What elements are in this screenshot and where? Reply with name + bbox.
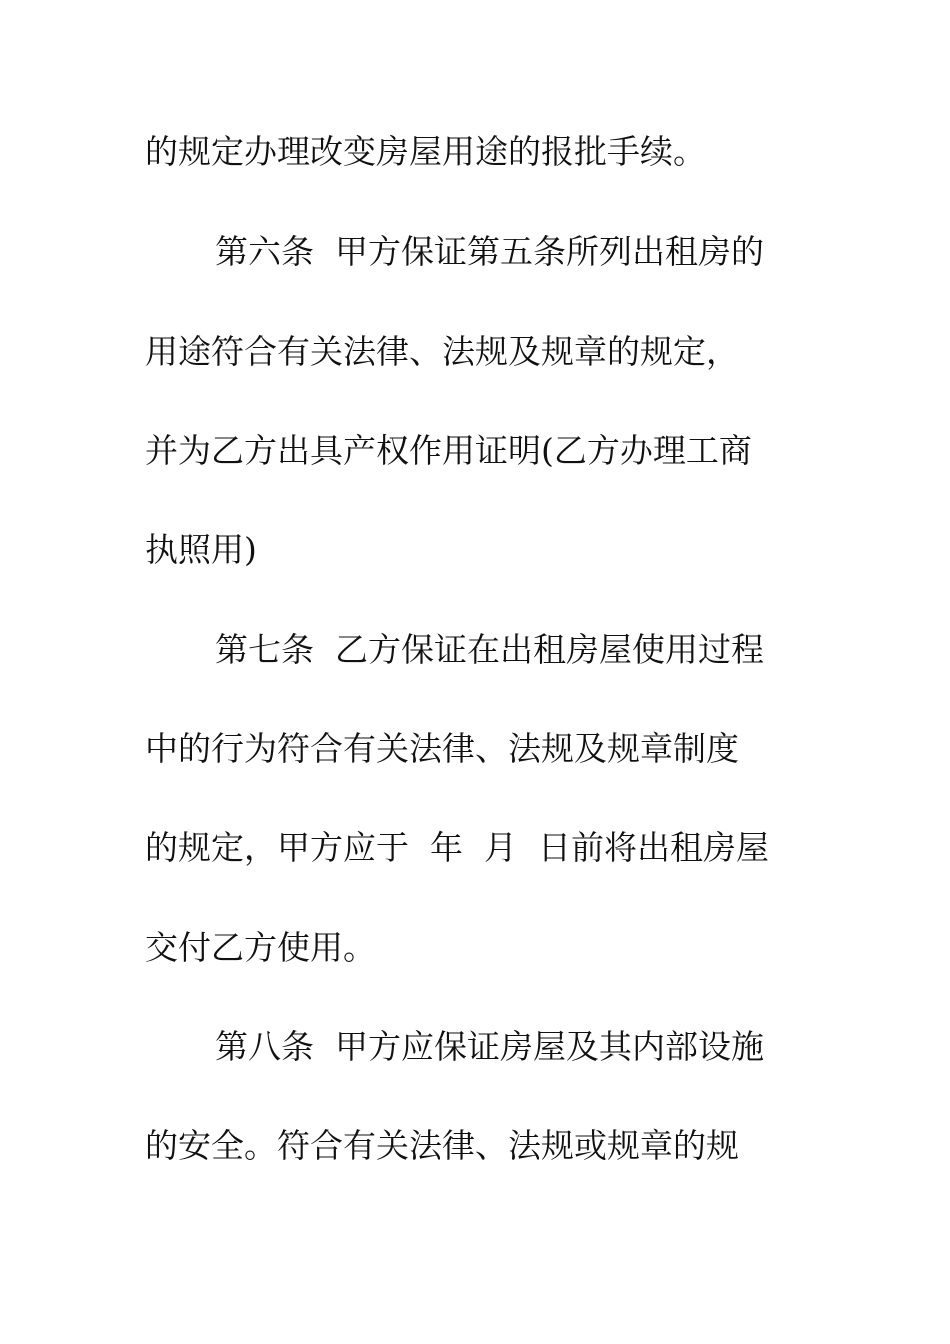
text-line: 中的行为符合有关法律、法规及规章制度 <box>145 729 739 768</box>
text-line: 的规定办理改变房屋用途的报批手续。 <box>145 132 706 171</box>
text-line: 的规定，甲方应于 年 月 日前将出租房屋 <box>145 828 769 867</box>
text-line: 交付乙方使用。 <box>145 928 376 967</box>
text-line: 并为乙方出具产权作用证明(乙方办理工商 <box>145 431 752 470</box>
text-line: 用途符合有关法律、法规及规章的规定， <box>145 332 739 371</box>
text-line: 的安全。符合有关法律、法规或规章的规 <box>145 1126 739 1165</box>
article-eight-heading-line: 第八条 甲方应保证房屋及其内部设施 <box>215 1027 764 1066</box>
article-six-heading-line: 第六条 甲方保证第五条所列出租房的 <box>215 232 764 271</box>
article-seven-heading-line: 第七条 乙方保证在出租房屋使用过程 <box>215 630 764 669</box>
text-line: 执照用) <box>145 530 257 569</box>
